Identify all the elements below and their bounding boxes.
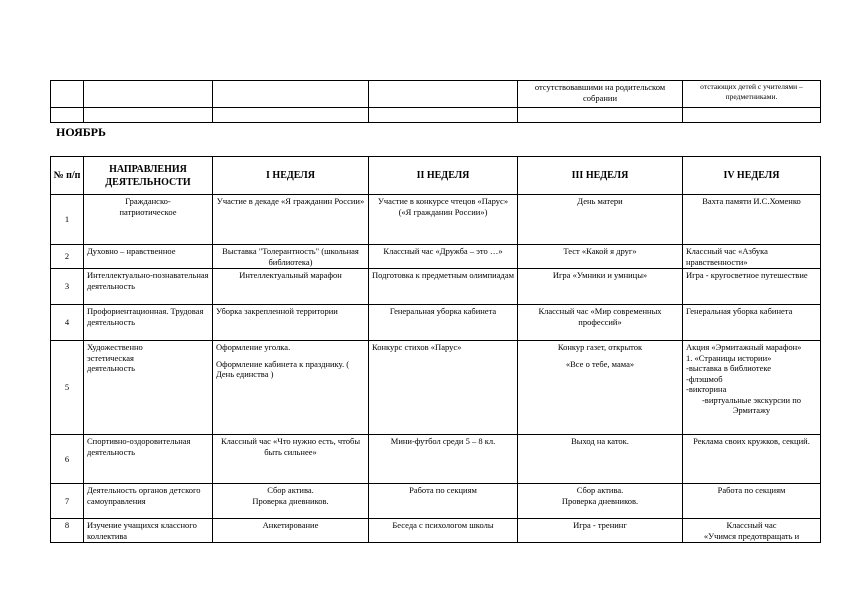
row-number: 7 bbox=[51, 484, 84, 519]
cell-line: Проверка дневников. bbox=[252, 495, 329, 506]
table-row bbox=[51, 245, 821, 269]
week-3-cell bbox=[518, 341, 683, 435]
week-4-cell: Генеральная уборка кабинета bbox=[683, 305, 821, 341]
table-cell bbox=[51, 81, 84, 108]
week-1-cell: Выставка "Толерантность" (школьная библиотека) bbox=[213, 245, 369, 269]
week-3-cell: Классный час «Мир современных профессий» bbox=[518, 305, 683, 341]
table-row bbox=[51, 81, 821, 108]
cell-line: -виртуальные экскурсии по Эрмитажу bbox=[701, 394, 802, 415]
table-row bbox=[51, 195, 821, 245]
table-row bbox=[51, 305, 821, 341]
row-number: 1 bbox=[51, 195, 84, 245]
table-row bbox=[51, 484, 821, 519]
cell-line: Классный час bbox=[726, 520, 777, 530]
table-header-row bbox=[51, 157, 821, 195]
cell-line: «Учимся предотвращать и bbox=[703, 530, 800, 541]
cell-line: Акция «Эрмитажный марафон» bbox=[686, 342, 802, 352]
previous-month-table bbox=[50, 80, 821, 123]
table-cell bbox=[683, 108, 821, 123]
row-number: 8 bbox=[51, 519, 84, 543]
table-cell bbox=[213, 81, 369, 108]
week-4-cell bbox=[683, 519, 821, 543]
cell-line: -флэшмоб bbox=[686, 373, 723, 384]
row-direction: Интеллектуально-познавательная деятельность bbox=[84, 269, 213, 305]
header-week-2: II НЕДЕЛЯ bbox=[369, 157, 518, 195]
week-1-cell: Анкетирование bbox=[213, 519, 369, 543]
week-4-cell: Реклама своих кружков, секций. bbox=[683, 435, 821, 484]
row-direction: Спортивно-оздоровительная деятельность bbox=[84, 435, 213, 484]
week-2-cell: Мини-футбол среди 5 – 8 кл. bbox=[369, 435, 518, 484]
week-2-cell: Генеральная уборка кабинета bbox=[369, 305, 518, 341]
cell-line: Проверка дневников. bbox=[561, 495, 639, 506]
week-3-cell: Тест «Какой я друг» bbox=[518, 245, 683, 269]
november-plan-table bbox=[50, 156, 821, 543]
header-num: № п/п bbox=[51, 157, 84, 195]
week-2-cell: Беседа с психологом школы bbox=[369, 519, 518, 543]
table-cell bbox=[84, 81, 213, 108]
week-4-cell: Работа по секциям bbox=[683, 484, 821, 519]
cell-line: Оформление уголка. bbox=[216, 342, 291, 352]
row-direction: Духовно – нравственное bbox=[84, 245, 213, 269]
row-number: 3 bbox=[51, 269, 84, 305]
table-cell bbox=[369, 108, 518, 123]
cell-line: -викторина bbox=[686, 384, 727, 394]
table-row bbox=[51, 108, 821, 123]
week-2-cell: Подготовка к предметным олимпиадам bbox=[369, 269, 518, 305]
cell-line: -выставка в библиотеке bbox=[686, 363, 772, 373]
table-row bbox=[51, 269, 821, 305]
table-cell bbox=[369, 81, 518, 108]
week-4-cell: Вахта памяти И.С.Хоменко bbox=[683, 195, 821, 245]
row-direction: Профориентационная. Трудовая деятельность bbox=[84, 305, 213, 341]
week-3-cell: День матери bbox=[518, 195, 683, 245]
week-2-cell: Конкурс стихов «Парус» bbox=[369, 341, 518, 435]
week-1-cell: Интеллектуальный марафон bbox=[213, 269, 369, 305]
week-1-cell: Классный час «Что нужно есть, чтобы быть сильнее» bbox=[213, 435, 369, 484]
week-3-cell: Игра «Умники и умницы» bbox=[518, 269, 683, 305]
table-cell bbox=[213, 108, 369, 123]
row-direction: Гражданско-патриотическое bbox=[84, 195, 213, 245]
week-4-cell bbox=[683, 341, 821, 435]
week-1-cell: Уборка закрепленной территории bbox=[213, 305, 369, 341]
table-cell bbox=[51, 108, 84, 123]
row-number: 2 bbox=[51, 245, 84, 269]
month-heading: НОЯБРЬ bbox=[56, 125, 106, 139]
table-row bbox=[51, 341, 821, 435]
row-direction: Художественно эстетическая деятельность bbox=[84, 341, 213, 435]
header-week-1: I НЕДЕЛЯ bbox=[213, 157, 369, 195]
table-cell bbox=[84, 108, 213, 123]
cell-line: Оформление кабинета к празднику. ( День единства ) bbox=[216, 358, 350, 379]
row-direction: Изучение учащихся классного коллектива bbox=[84, 519, 213, 543]
cell-line: Сбор актива. bbox=[267, 485, 314, 495]
table-row bbox=[51, 435, 821, 484]
cell-line: Сбор актива. bbox=[576, 485, 624, 495]
table-row bbox=[51, 519, 821, 543]
cell-line: 1. «Страницы истории» bbox=[686, 352, 772, 363]
week-1-cell bbox=[213, 341, 369, 435]
row-number: 4 bbox=[51, 305, 84, 341]
table-cell: отсутствовавшими на родительском собрании bbox=[518, 81, 683, 108]
table-cell bbox=[518, 108, 683, 123]
week-4-cell: Классный час «Азбука нравственности» bbox=[683, 245, 821, 269]
header-direction: НАПРАВЛЕНИЯ ДЕЯТЕЛЬНОСТИ bbox=[84, 157, 213, 195]
cell-line: «Все о тебе, мама» bbox=[565, 358, 635, 369]
header-week-3: III НЕДЕЛЯ bbox=[518, 157, 683, 195]
week-2-cell: Классный час «Дружба – это …» bbox=[369, 245, 518, 269]
row-direction: Деятельность органов детского самоуправления bbox=[84, 484, 213, 519]
week-2-cell: Работа по секциям bbox=[369, 484, 518, 519]
week-1-cell: Участие в декаде «Я гражданин России» bbox=[213, 195, 369, 245]
week-2-cell: Участие в конкурсе чтецов «Парус» («Я гражданин России») bbox=[369, 195, 518, 245]
header-week-4: IV НЕДЕЛЯ bbox=[683, 157, 821, 195]
week-4-cell: Игра - кругосветное путешествие bbox=[683, 269, 821, 305]
table-cell: отстающих детей с учителями – предметниками. bbox=[683, 81, 821, 108]
cell-line: Конкур газет, открыток bbox=[557, 342, 643, 352]
week-3-cell bbox=[518, 484, 683, 519]
week-3-cell: Выход на каток. bbox=[518, 435, 683, 484]
week-1-cell bbox=[213, 484, 369, 519]
week-3-cell: Игра - тренинг bbox=[518, 519, 683, 543]
row-number: 5 bbox=[51, 341, 84, 435]
row-number: 6 bbox=[51, 435, 84, 484]
